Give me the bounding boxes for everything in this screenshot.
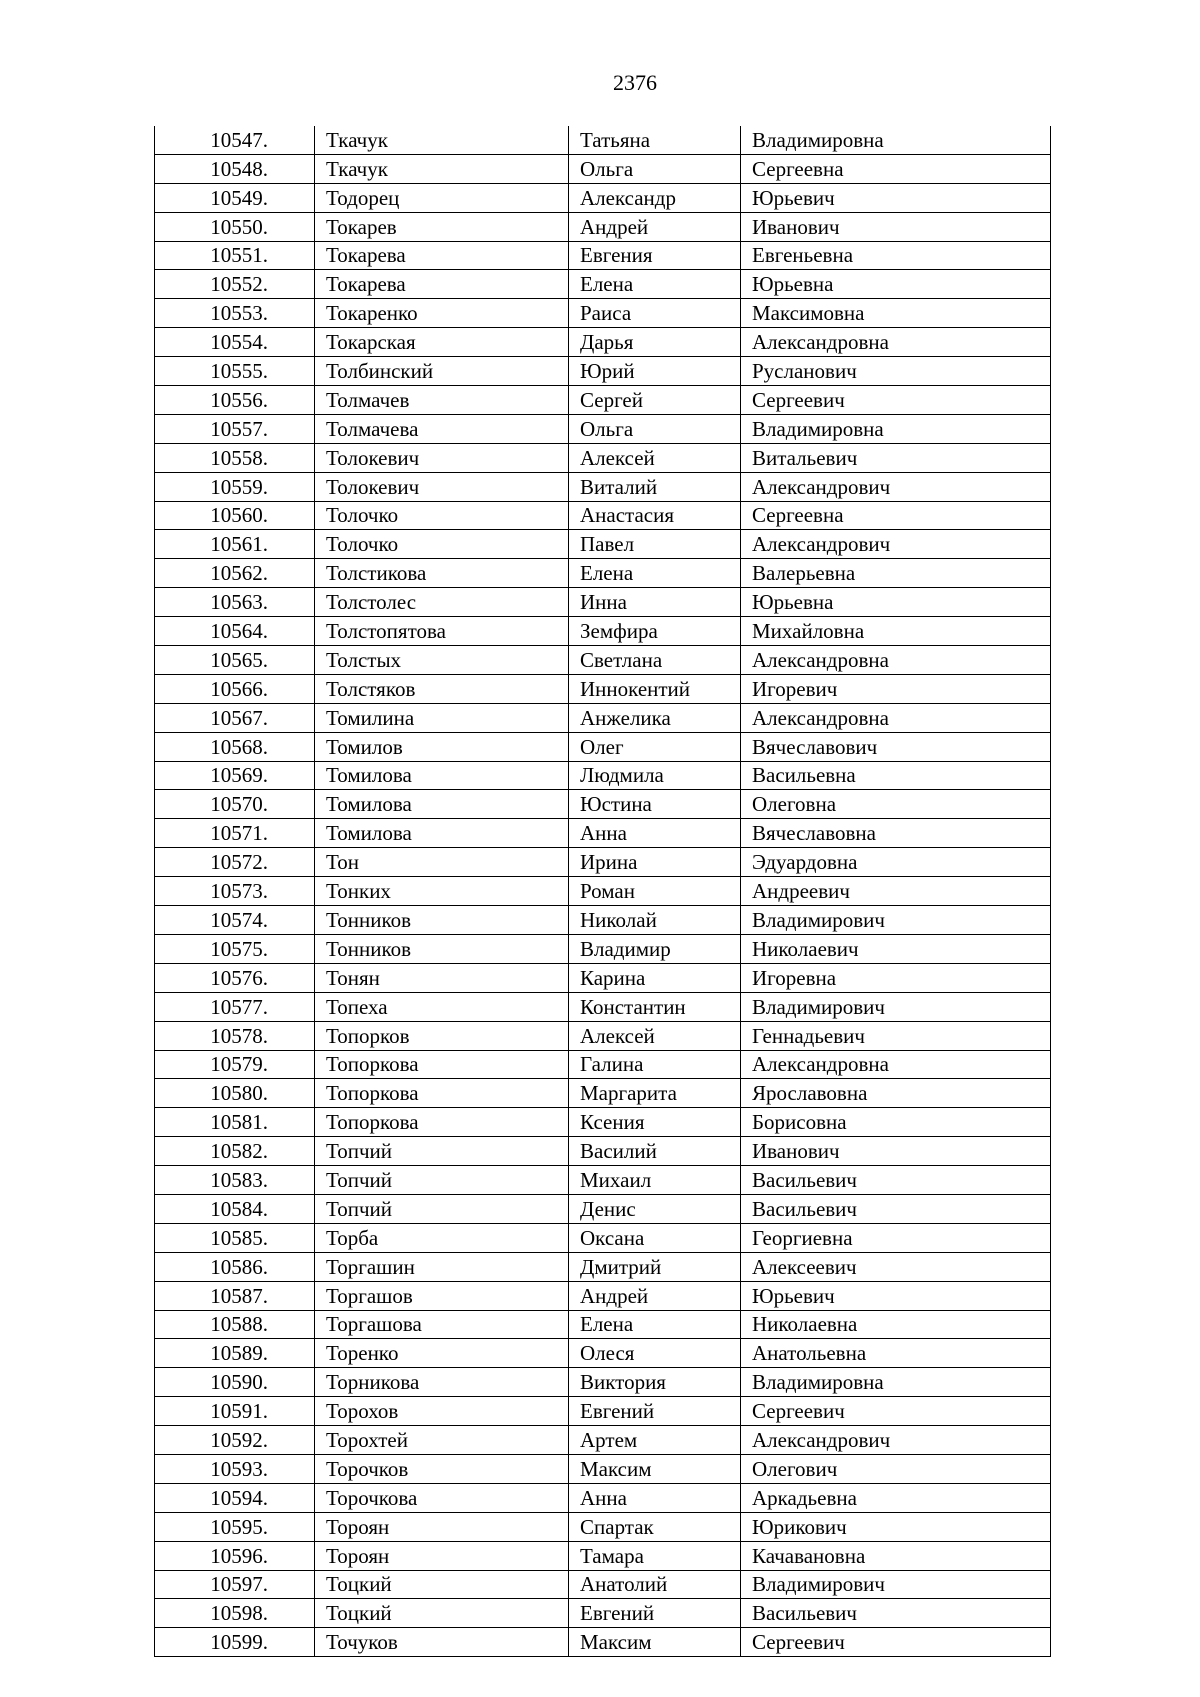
last-name-cell: Торочков [315, 1454, 569, 1483]
record-number-cell: 10580. [155, 1079, 315, 1108]
patronymic-cell: Владимировна [741, 126, 1051, 154]
first-name-cell: Юрий [569, 357, 741, 386]
first-name-cell: Константин [569, 992, 741, 1021]
record-number-cell: 10590. [155, 1368, 315, 1397]
table-row [155, 1570, 1051, 1599]
first-name-cell: Инна [569, 588, 741, 617]
patronymic-cell: Русланович [741, 357, 1051, 386]
last-name-cell: Торенко [315, 1339, 569, 1368]
patronymic-cell: Сергеевич [741, 1397, 1051, 1426]
table-row [155, 963, 1051, 992]
patronymic-cell: Ярославовна [741, 1079, 1051, 1108]
table-row [155, 761, 1051, 790]
patronymic-cell: Васильевич [741, 1166, 1051, 1195]
patronymic-cell: Александровна [741, 1050, 1051, 1079]
table-row [155, 1281, 1051, 1310]
table-row [155, 1628, 1051, 1657]
patronymic-cell: Игоревич [741, 674, 1051, 703]
last-name-cell: Тодорец [315, 183, 569, 212]
record-number-cell: 10553. [155, 299, 315, 328]
record-number-cell: 10588. [155, 1310, 315, 1339]
record-number-cell: 10591. [155, 1397, 315, 1426]
last-name-cell: Тороян [315, 1512, 569, 1541]
table-row [155, 732, 1051, 761]
record-number-cell: 10597. [155, 1570, 315, 1599]
record-number-cell: 10554. [155, 328, 315, 357]
table-row [155, 1339, 1051, 1368]
table-row [155, 1050, 1051, 1079]
first-name-cell: Раиса [569, 299, 741, 328]
last-name-cell: Толокевич [315, 472, 569, 501]
record-number-cell: 10589. [155, 1339, 315, 1368]
last-name-cell: Толстикова [315, 559, 569, 588]
patronymic-cell: Владимирович [741, 906, 1051, 935]
table-row [155, 472, 1051, 501]
patronymic-cell: Сергеевна [741, 501, 1051, 530]
patronymic-cell: Александровна [741, 703, 1051, 732]
last-name-cell: Торгашов [315, 1281, 569, 1310]
page-number: 2376 [613, 70, 657, 95]
last-name-cell: Томилова [315, 790, 569, 819]
patronymic-cell: Александрович [741, 530, 1051, 559]
patronymic-cell: Александровна [741, 328, 1051, 357]
first-name-cell: Владимир [569, 934, 741, 963]
record-number-cell: 10598. [155, 1599, 315, 1628]
last-name-cell: Толстопятова [315, 617, 569, 646]
table-row [155, 906, 1051, 935]
last-name-cell: Толокевич [315, 443, 569, 472]
first-name-cell: Дмитрий [569, 1252, 741, 1281]
record-number-cell: 10548. [155, 154, 315, 183]
record-number-cell: 10563. [155, 588, 315, 617]
first-name-cell: Ирина [569, 848, 741, 877]
table-row [155, 992, 1051, 1021]
last-name-cell: Топоркова [315, 1050, 569, 1079]
first-name-cell: Маргарита [569, 1079, 741, 1108]
first-name-cell: Дарья [569, 328, 741, 357]
record-number-cell: 10552. [155, 270, 315, 299]
last-name-cell: Толмачева [315, 414, 569, 443]
table-row [155, 819, 1051, 848]
patronymic-cell: Иванович [741, 1137, 1051, 1166]
patronymic-cell: Евгеньевна [741, 241, 1051, 270]
first-name-cell: Евгения [569, 241, 741, 270]
table-row [155, 530, 1051, 559]
record-number-cell: 10567. [155, 703, 315, 732]
patronymic-cell: Михайловна [741, 617, 1051, 646]
first-name-cell: Анастасия [569, 501, 741, 530]
first-name-cell: Елена [569, 559, 741, 588]
last-name-cell: Торохов [315, 1397, 569, 1426]
patronymic-cell: Сергеевна [741, 154, 1051, 183]
last-name-cell: Токаренко [315, 299, 569, 328]
patronymic-cell: Анатольевна [741, 1339, 1051, 1368]
first-name-cell: Оксана [569, 1223, 741, 1252]
first-name-cell: Анатолий [569, 1570, 741, 1599]
first-name-cell: Галина [569, 1050, 741, 1079]
patronymic-cell: Владимировна [741, 1368, 1051, 1397]
table-row [155, 270, 1051, 299]
patronymic-cell: Андреевич [741, 877, 1051, 906]
patronymic-cell: Владимирович [741, 992, 1051, 1021]
last-name-cell: Томилов [315, 732, 569, 761]
patronymic-cell: Вячеславовна [741, 819, 1051, 848]
patronymic-cell: Александрович [741, 1426, 1051, 1455]
first-name-cell: Карина [569, 963, 741, 992]
last-name-cell: Торникова [315, 1368, 569, 1397]
record-number-cell: 10566. [155, 674, 315, 703]
record-number-cell: 10585. [155, 1223, 315, 1252]
first-name-cell: Алексей [569, 1021, 741, 1050]
patronymic-cell: Иванович [741, 212, 1051, 241]
table-row [155, 848, 1051, 877]
last-name-cell: Тонников [315, 934, 569, 963]
table-row [155, 1454, 1051, 1483]
first-name-cell: Павел [569, 530, 741, 559]
last-name-cell: Торохтей [315, 1426, 569, 1455]
table-row [155, 212, 1051, 241]
last-name-cell: Толстяков [315, 674, 569, 703]
first-name-cell: Олеся [569, 1339, 741, 1368]
table-row [155, 790, 1051, 819]
patronymic-cell: Геннадьевич [741, 1021, 1051, 1050]
table-row [155, 357, 1051, 386]
record-number-cell: 10579. [155, 1050, 315, 1079]
table-row [155, 1079, 1051, 1108]
last-name-cell: Топчий [315, 1137, 569, 1166]
record-number-cell: 10586. [155, 1252, 315, 1281]
last-name-cell: Тороян [315, 1541, 569, 1570]
last-name-cell: Торочкова [315, 1483, 569, 1512]
table-row [155, 1021, 1051, 1050]
first-name-cell: Елена [569, 1310, 741, 1339]
table-row [155, 328, 1051, 357]
first-name-cell: Людмила [569, 761, 741, 790]
last-name-cell: Токарева [315, 241, 569, 270]
first-name-cell: Денис [569, 1194, 741, 1223]
patronymic-cell: Васильевич [741, 1599, 1051, 1628]
last-name-cell: Токарева [315, 270, 569, 299]
first-name-cell: Анна [569, 1483, 741, 1512]
record-number-cell: 10599. [155, 1628, 315, 1657]
last-name-cell: Тонких [315, 877, 569, 906]
table-row [155, 154, 1051, 183]
table-row [155, 1194, 1051, 1223]
last-name-cell: Ткачук [315, 154, 569, 183]
table-row [155, 443, 1051, 472]
table-row [155, 1252, 1051, 1281]
table-row [155, 1512, 1051, 1541]
first-name-cell: Ксения [569, 1108, 741, 1137]
first-name-cell: Юстина [569, 790, 741, 819]
first-name-cell: Ольга [569, 154, 741, 183]
record-number-cell: 10564. [155, 617, 315, 646]
table-row [155, 1483, 1051, 1512]
first-name-cell: Ольга [569, 414, 741, 443]
patronymic-cell: Алексеевич [741, 1252, 1051, 1281]
first-name-cell: Татьяна [569, 126, 741, 154]
first-name-cell: Олег [569, 732, 741, 761]
record-number-cell: 10550. [155, 212, 315, 241]
last-name-cell: Толмачев [315, 386, 569, 415]
patronymic-cell: Юрьевна [741, 588, 1051, 617]
patronymic-cell: Эдуардовна [741, 848, 1051, 877]
record-number-cell: 10593. [155, 1454, 315, 1483]
record-number-cell: 10583. [155, 1166, 315, 1195]
last-name-cell: Торгашова [315, 1310, 569, 1339]
record-number-cell: 10570. [155, 790, 315, 819]
patronymic-cell: Александрович [741, 472, 1051, 501]
patronymic-cell: Георгиевна [741, 1223, 1051, 1252]
first-name-cell: Иннокентий [569, 674, 741, 703]
last-name-cell: Тоцкий [315, 1570, 569, 1599]
patronymic-cell: Юрьевич [741, 183, 1051, 212]
patronymic-cell: Юрьевич [741, 1281, 1051, 1310]
table-row [155, 1426, 1051, 1455]
first-name-cell: Земфира [569, 617, 741, 646]
first-name-cell: Елена [569, 270, 741, 299]
patronymic-cell: Александровна [741, 646, 1051, 675]
first-name-cell: Анна [569, 819, 741, 848]
record-number-cell: 10555. [155, 357, 315, 386]
record-number-cell: 10578. [155, 1021, 315, 1050]
record-number-cell: 10581. [155, 1108, 315, 1137]
first-name-cell: Анжелика [569, 703, 741, 732]
first-name-cell: Роман [569, 877, 741, 906]
table-row [155, 559, 1051, 588]
patronymic-cell: Юрикович [741, 1512, 1051, 1541]
table-row [155, 1541, 1051, 1570]
first-name-cell: Александр [569, 183, 741, 212]
first-name-cell: Алексей [569, 443, 741, 472]
first-name-cell: Тамара [569, 1541, 741, 1570]
patronymic-cell: Васильевна [741, 761, 1051, 790]
table-row [155, 241, 1051, 270]
last-name-cell: Топоркова [315, 1079, 569, 1108]
last-name-cell: Тон [315, 848, 569, 877]
first-name-cell: Максим [569, 1628, 741, 1657]
first-name-cell: Андрей [569, 212, 741, 241]
table-row [155, 588, 1051, 617]
patronymic-cell: Олеговна [741, 790, 1051, 819]
first-name-cell: Михаил [569, 1166, 741, 1195]
last-name-cell: Ткачук [315, 126, 569, 154]
record-number-cell: 10576. [155, 963, 315, 992]
record-number-cell: 10582. [155, 1137, 315, 1166]
table-row [155, 414, 1051, 443]
last-name-cell: Топчий [315, 1194, 569, 1223]
table-row [155, 126, 1051, 154]
patronymic-cell: Качавановна [741, 1541, 1051, 1570]
first-name-cell: Николай [569, 906, 741, 935]
first-name-cell: Евгений [569, 1599, 741, 1628]
table-row [155, 299, 1051, 328]
patronymic-cell: Валерьевна [741, 559, 1051, 588]
record-number-cell: 10594. [155, 1483, 315, 1512]
record-number-cell: 10560. [155, 501, 315, 530]
last-name-cell: Токарев [315, 212, 569, 241]
last-name-cell: Топчий [315, 1166, 569, 1195]
patronymic-cell: Олегович [741, 1454, 1051, 1483]
record-number-cell: 10592. [155, 1426, 315, 1455]
last-name-cell: Тонян [315, 963, 569, 992]
table-row [155, 1368, 1051, 1397]
table-row [155, 183, 1051, 212]
record-number-cell: 10556. [155, 386, 315, 415]
record-number-cell: 10577. [155, 992, 315, 1021]
patronymic-cell: Сергеевич [741, 386, 1051, 415]
table-row [155, 1223, 1051, 1252]
last-name-cell: Толочко [315, 501, 569, 530]
names-table [154, 126, 1051, 1657]
last-name-cell: Топоркова [315, 1108, 569, 1137]
last-name-cell: Толочко [315, 530, 569, 559]
table-row [155, 1108, 1051, 1137]
table-row [155, 1599, 1051, 1628]
first-name-cell: Спартак [569, 1512, 741, 1541]
last-name-cell: Тоцкий [315, 1599, 569, 1628]
record-number-cell: 10557. [155, 414, 315, 443]
last-name-cell: Торгашин [315, 1252, 569, 1281]
last-name-cell: Томилова [315, 761, 569, 790]
last-name-cell: Тонников [315, 906, 569, 935]
patronymic-cell: Николаевна [741, 1310, 1051, 1339]
last-name-cell: Точуков [315, 1628, 569, 1657]
table-row [155, 501, 1051, 530]
record-number-cell: 10574. [155, 906, 315, 935]
record-number-cell: 10569. [155, 761, 315, 790]
patronymic-cell: Борисовна [741, 1108, 1051, 1137]
record-number-cell: 10551. [155, 241, 315, 270]
table-row [155, 646, 1051, 675]
first-name-cell: Максим [569, 1454, 741, 1483]
record-number-cell: 10595. [155, 1512, 315, 1541]
record-number-cell: 10571. [155, 819, 315, 848]
patronymic-cell: Максимовна [741, 299, 1051, 328]
patronymic-cell: Аркадьевна [741, 1483, 1051, 1512]
record-number-cell: 10561. [155, 530, 315, 559]
last-name-cell: Топеха [315, 992, 569, 1021]
first-name-cell: Василий [569, 1137, 741, 1166]
patronymic-cell: Николаевич [741, 934, 1051, 963]
names-table-body [155, 126, 1051, 1657]
last-name-cell: Толстых [315, 646, 569, 675]
last-name-cell: Толбинский [315, 357, 569, 386]
patronymic-cell: Вячеславович [741, 732, 1051, 761]
table-row [155, 674, 1051, 703]
first-name-cell: Сергей [569, 386, 741, 415]
record-number-cell: 10562. [155, 559, 315, 588]
last-name-cell: Торба [315, 1223, 569, 1252]
record-number-cell: 10559. [155, 472, 315, 501]
table-row [155, 1397, 1051, 1426]
table-row [155, 1310, 1051, 1339]
table-row [155, 1166, 1051, 1195]
patronymic-cell: Юрьевна [741, 270, 1051, 299]
table-row [155, 386, 1051, 415]
first-name-cell: Евгений [569, 1397, 741, 1426]
record-number-cell: 10565. [155, 646, 315, 675]
table-row [155, 703, 1051, 732]
record-number-cell: 10587. [155, 1281, 315, 1310]
record-number-cell: 10584. [155, 1194, 315, 1223]
first-name-cell: Андрей [569, 1281, 741, 1310]
patronymic-cell: Витальевич [741, 443, 1051, 472]
last-name-cell: Топорков [315, 1021, 569, 1050]
patronymic-cell: Сергеевич [741, 1628, 1051, 1657]
record-number-cell: 10596. [155, 1541, 315, 1570]
first-name-cell: Артем [569, 1426, 741, 1455]
patronymic-cell: Игоревна [741, 963, 1051, 992]
first-name-cell: Виталий [569, 472, 741, 501]
record-number-cell: 10572. [155, 848, 315, 877]
record-number-cell: 10549. [155, 183, 315, 212]
record-number-cell: 10575. [155, 934, 315, 963]
table-row [155, 877, 1051, 906]
patronymic-cell: Васильевич [741, 1194, 1051, 1223]
first-name-cell: Светлана [569, 646, 741, 675]
last-name-cell: Томилова [315, 819, 569, 848]
last-name-cell: Токарская [315, 328, 569, 357]
first-name-cell: Виктория [569, 1368, 741, 1397]
patronymic-cell: Владимировна [741, 414, 1051, 443]
table-row [155, 1137, 1051, 1166]
record-number-cell: 10547. [155, 126, 315, 154]
table-row [155, 617, 1051, 646]
record-number-cell: 10568. [155, 732, 315, 761]
record-number-cell: 10573. [155, 877, 315, 906]
record-number-cell: 10558. [155, 443, 315, 472]
last-name-cell: Томилина [315, 703, 569, 732]
patronymic-cell: Владимирович [741, 1570, 1051, 1599]
table-row [155, 934, 1051, 963]
last-name-cell: Толстолес [315, 588, 569, 617]
